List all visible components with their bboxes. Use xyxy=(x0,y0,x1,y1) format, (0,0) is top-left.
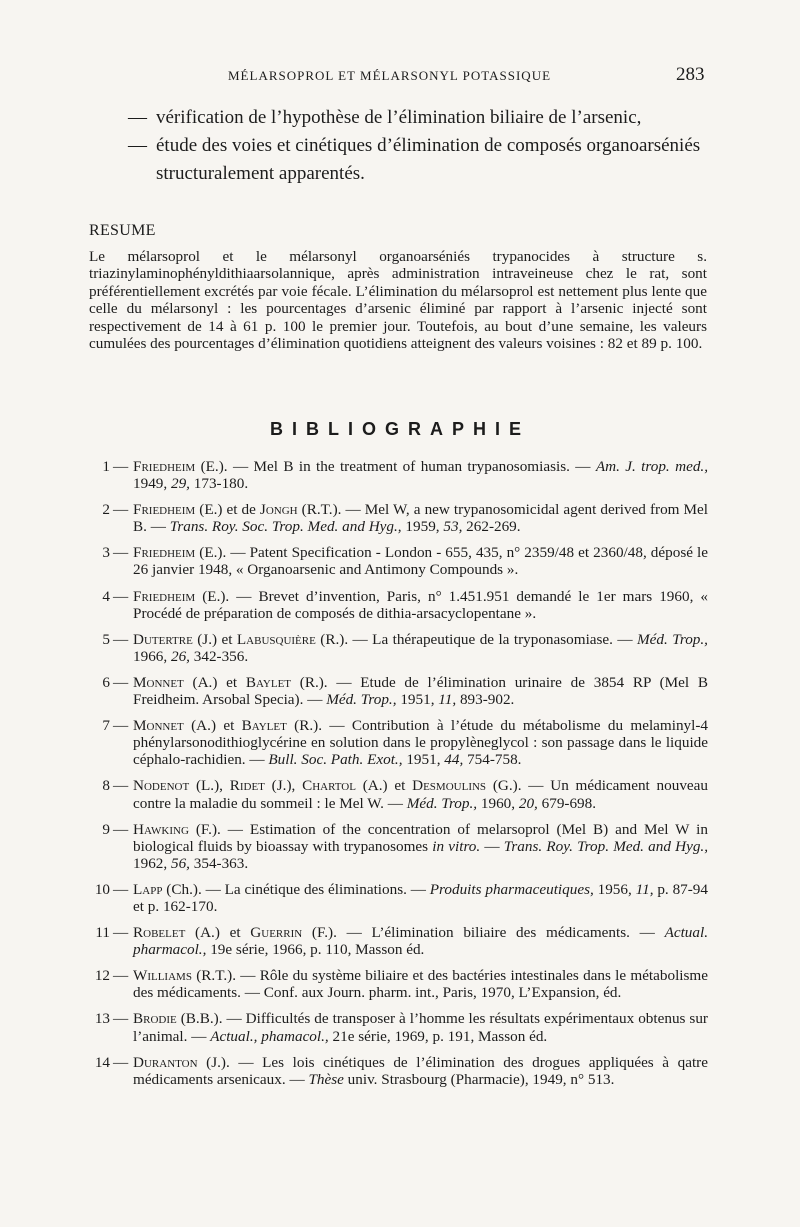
reference-item xyxy=(88,631,708,665)
reference-item xyxy=(88,544,708,578)
reference-text: (L.), xyxy=(189,777,230,795)
reference-journal: Méd. Trop., xyxy=(326,691,397,709)
reference-number: 2 xyxy=(102,501,110,519)
intro-list xyxy=(118,104,718,188)
reference-dash: — xyxy=(113,967,129,985)
reference-details: 1962, xyxy=(133,854,171,872)
reference-journal: Bull. Soc. Path. Exot., xyxy=(268,751,403,769)
reference-pages: 354-363. xyxy=(189,854,249,872)
reference-number: 6 xyxy=(102,673,110,691)
reference-author: Friedheim xyxy=(133,458,196,475)
reference-number: 14 xyxy=(94,1053,110,1071)
reference-details: 1966, xyxy=(133,647,171,665)
reference-volume: 11, xyxy=(635,880,654,898)
reference-author: Desmoulins xyxy=(412,777,487,795)
reference-author: Ridet xyxy=(229,777,265,795)
reference-author: Dutertre xyxy=(133,630,193,648)
reference-journal: Produits pharmaceutiques, xyxy=(429,880,594,898)
reference-text: (G.). — Un médicament nouveau contre la maladie du sommeil : le Mel W. — xyxy=(133,777,708,812)
reference-dash: — xyxy=(113,717,129,735)
reference-dash: — xyxy=(113,1053,129,1071)
reference-text: (J.). — Les lois cinétiques de l’élimination des drogues appliquées à qatre médicaments arsenicaux. — xyxy=(133,1053,708,1088)
reference-text: (J.), xyxy=(264,777,303,795)
reference-author: Chartol xyxy=(302,777,356,795)
reference-text: (F.). — L’élimination biliaire des médicaments. — xyxy=(302,924,665,942)
reference-italic-phrase: in vitro. xyxy=(432,837,481,855)
reference-dash: — xyxy=(113,587,129,605)
reference-author: Robelet xyxy=(133,924,186,942)
reference-journal: Thèse xyxy=(308,1070,344,1088)
reference-text: — xyxy=(480,837,504,855)
reference-details: 19e série, 1966, p. 110, Masson éd. xyxy=(206,941,425,959)
reference-details: 21e série, 1969, p. 191, Masson éd. xyxy=(328,1027,548,1045)
reference-author: Friedheim xyxy=(133,544,196,562)
reference-pages: 262-269. xyxy=(462,518,521,536)
resume-heading: RESUME xyxy=(89,222,156,239)
page-header xyxy=(0,64,800,88)
reference-dash: — xyxy=(113,1010,129,1028)
reference-author: Williams xyxy=(133,967,192,985)
reference-journal: Am. J. trop. med., xyxy=(595,458,709,475)
reference-volume: 11, xyxy=(438,691,457,709)
reference-list xyxy=(88,458,708,1097)
reference-item xyxy=(88,588,708,622)
reference-item xyxy=(88,458,708,492)
reference-dash: — xyxy=(113,777,129,795)
reference-item xyxy=(88,674,708,708)
reference-volume: 56, xyxy=(170,854,190,872)
list-item xyxy=(118,104,718,132)
reference-details: 1959, xyxy=(401,518,444,536)
reference-author: Guerrin xyxy=(250,924,303,942)
reference-number: 5 xyxy=(102,630,110,648)
reference-item xyxy=(88,1054,708,1088)
reference-item xyxy=(88,777,708,811)
reference-number: 4 xyxy=(102,587,110,605)
reference-number: 7 xyxy=(102,717,110,735)
reference-author: Friedheim xyxy=(133,587,196,605)
reference-author: Duranton xyxy=(133,1053,198,1071)
reference-text: (A.) et xyxy=(183,717,242,735)
reference-author: Nodenot xyxy=(133,777,190,795)
reference-text: (R.). — La thérapeutique de la tryponasomiase. — xyxy=(315,630,638,648)
reference-volume: 20, xyxy=(518,794,538,812)
reference-author: Jongh xyxy=(259,501,298,519)
reference-pages: 893-902. xyxy=(456,691,515,709)
list-item xyxy=(118,132,718,188)
reference-details: 1956, xyxy=(593,880,636,898)
reference-dash: — xyxy=(113,820,129,838)
reference-text: (A.) et xyxy=(183,673,246,691)
running-title: MÉLARSOPROL ET MÉLARSONYL POTASSIQUE xyxy=(228,68,552,83)
reference-number: 12 xyxy=(94,967,110,985)
page-number: 283 xyxy=(676,64,705,85)
reference-text: (R.). — Contribution à l’étude du métabolisme du melaminyl-4 phénylarsonodithioglycérine en solution dans le propylèneglycol : son passage dans le liquide céphalo-rachidien. — xyxy=(133,717,708,769)
reference-author: Monnet xyxy=(133,673,184,691)
reference-dash: — xyxy=(113,673,129,691)
bibliography-heading: BIBLIOGRAPHIE xyxy=(269,419,530,439)
reference-pages: 754-758. xyxy=(463,751,522,769)
reference-text: (J.) et xyxy=(192,630,237,648)
reference-text: (Ch.). — La cinétique des éliminations. — xyxy=(162,880,430,898)
reference-journal: Méd. Trop., xyxy=(406,794,478,812)
reference-item xyxy=(88,501,708,535)
reference-journal: Trans. Roy. Trop. Med. and Hyg., xyxy=(503,837,709,855)
reference-dash: — xyxy=(113,544,129,562)
reference-author: Baylet xyxy=(241,717,287,735)
reference-text: (R.). — Etude de l’élimination urinaire de 3854 RP (Mel B Freidheim. Arsobal Specia). — xyxy=(133,673,708,709)
reference-number: 9 xyxy=(102,820,110,838)
reference-item xyxy=(88,717,708,768)
reference-text: (A.) et xyxy=(355,777,413,795)
list-dash: — xyxy=(128,107,147,128)
reference-dash: — xyxy=(113,630,129,648)
reference-text: (E.). — Mel B in the treatment of human trypanosomiasis. — xyxy=(195,458,596,475)
reference-text: (E.) et de xyxy=(195,501,260,519)
reference-dash: — xyxy=(113,458,129,475)
reference-author: Brodie xyxy=(133,1010,177,1028)
reference-number: 8 xyxy=(102,777,110,795)
reference-details: 1951, xyxy=(402,751,445,769)
reference-item xyxy=(88,924,708,958)
reference-text: (B.B.). — Difficultés de transposer à l’homme les résultats expérimentaux obtenus sur l’animal. — xyxy=(133,1010,708,1045)
reference-journal: Actual., phamacol., xyxy=(210,1027,329,1045)
resume-body: Le mélarsoprol et le mélarsonyl organoarséniés trypanocides à structure s. triazinylaminophényldithiaarsolannique, après administration intraveineuse chez le rat, sont préférentiellement excrétés par voie fécale. L’élimination du mélarsoprol est nettement plus lente que celle du mélarsonyl : les pourcentages d’arsenic éliminé par rapport à l’arsenic injecté sont respectivement de 14 à 61 p. 100 le premier jour. Toutefois, au bout d’une semaine, les valeurs cumulées des pourcentages d’élimination quotidiens atteignent des valeurs voisines : 82 et 89 p. 100. xyxy=(89,248,707,353)
reference-number: 3 xyxy=(102,544,110,562)
reference-author: Labusquière xyxy=(236,630,316,648)
reference-volume: 29, xyxy=(170,475,190,493)
reference-text: (A.) et xyxy=(185,924,251,942)
list-dash: — xyxy=(128,135,147,156)
reference-text: (E.). — Patent Specification - London - 655, 435, n° 2359/48 et 2360/48, déposé le 26 janvier 1948, « Organoarsenic and Antimony Compounds ». xyxy=(133,544,708,579)
reference-dash: — xyxy=(113,501,129,519)
reference-pages: 173-180. xyxy=(189,475,249,493)
reference-text: (F.). — Estimation of the concentration of melarsoprol (Mel B) and Mel W in biological fluids by bioassay with trypanosomes xyxy=(133,820,708,855)
reference-item xyxy=(88,967,708,1001)
reference-text: (R.T.). — Mel W, a new trypanosomicidal agent derived from Mel B. — xyxy=(133,501,708,536)
list-item-text: étude des voies et cinétiques d’élimination de composés organoarséniés structuralement apparentés. xyxy=(156,135,701,184)
reference-author: Baylet xyxy=(245,673,292,691)
reference-author: Monnet xyxy=(133,717,184,735)
reference-number: 1 xyxy=(102,458,110,475)
reference-text: (E.). — Brevet d’invention, Paris, n° 1.451.951 demandé le 1er mars 1960, « Procédé de préparation de composés de dithia-arsacyclopentane ». xyxy=(133,587,708,622)
reference-pages: 342-356. xyxy=(189,647,249,665)
reference-details: 1949, xyxy=(133,475,171,493)
reference-details: 1951, xyxy=(396,691,439,709)
reference-journal: Trans. Roy. Soc. Trop. Med. and Hyg., xyxy=(169,518,402,536)
reference-author: Lapp xyxy=(133,880,163,898)
reference-number: 13 xyxy=(94,1010,110,1028)
reference-details: 1960, xyxy=(477,794,519,812)
reference-item xyxy=(88,881,708,915)
reference-number: 11 xyxy=(95,924,110,942)
reference-journal: Actual. pharmacol., xyxy=(133,924,709,959)
reference-item xyxy=(88,1010,708,1044)
reference-details: univ. Strasbourg (Pharmacie), 1949, n° 513. xyxy=(343,1070,615,1088)
reference-item xyxy=(88,821,708,872)
reference-author: Friedheim xyxy=(133,501,196,519)
reference-journal: Méd. Trop., xyxy=(637,630,708,648)
reference-author: Hawking xyxy=(133,820,189,838)
reference-number: 10 xyxy=(94,880,110,898)
reference-pages: 679-698. xyxy=(537,794,597,812)
reference-volume: 44, xyxy=(444,751,464,769)
reference-volume: 53, xyxy=(443,518,463,536)
list-item-text: vérification de l’hypothèse de l’élimination biliaire de l’arsenic, xyxy=(156,107,642,128)
reference-volume: 26, xyxy=(170,647,190,665)
reference-pages: p. 87-94 et p. 162-170. xyxy=(133,880,708,915)
reference-text: (R.T.). — Rôle du système biliaire et des bactéries intestinales dans le métabolisme des médicaments. — Conf. aux Journ. pharm. int., Paris, 1970, L’Expansion, éd. xyxy=(133,967,708,1002)
reference-dash: — xyxy=(113,880,129,898)
reference-dash: — xyxy=(113,924,129,942)
